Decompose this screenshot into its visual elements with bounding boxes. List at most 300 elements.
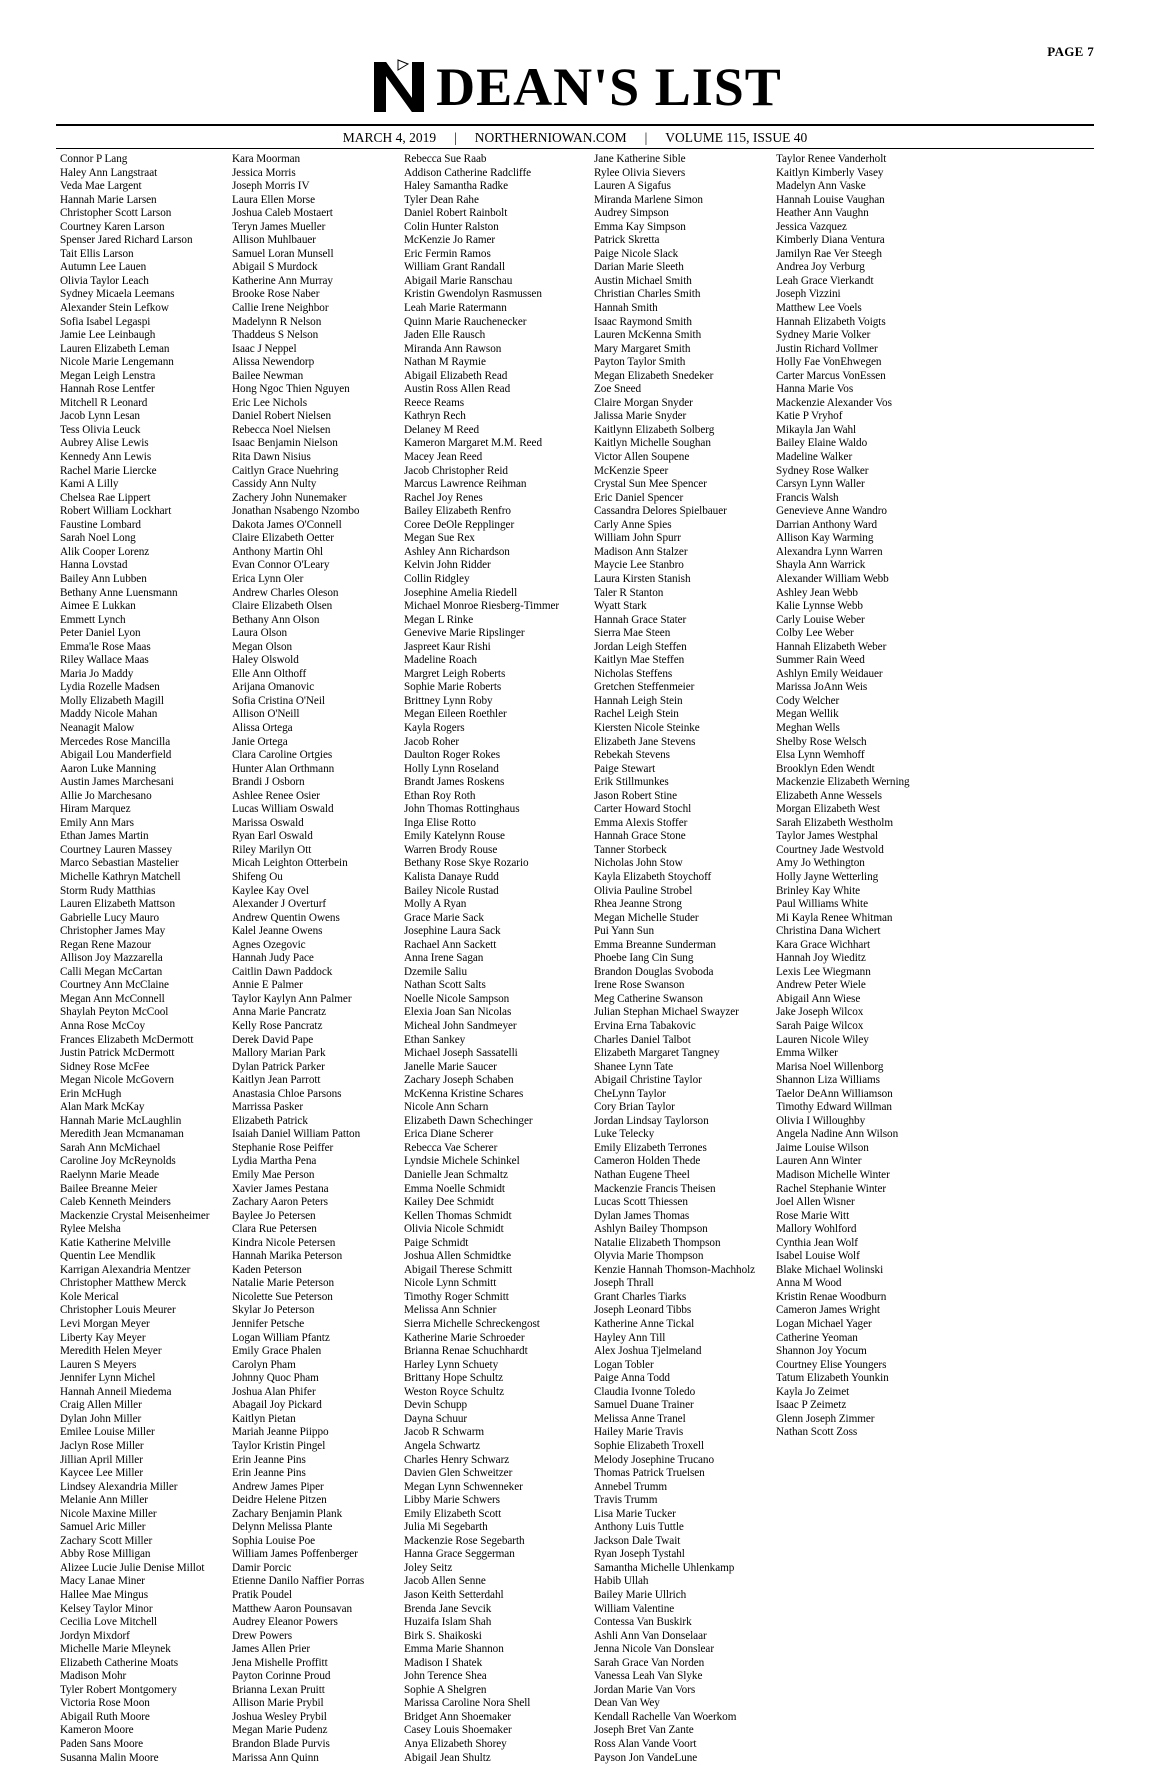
- student-name: Ashley Ann Richardson: [404, 545, 510, 558]
- student-name: Hannah Rose Lentfer: [60, 383, 155, 396]
- student-name: Melissa Anne Tranel: [594, 1412, 686, 1425]
- student-name: Thaddeus S Nelson: [232, 329, 319, 342]
- student-name: Samuel Loran Munsell: [232, 247, 334, 260]
- student-name: Quinn Marie Rauchenecker: [404, 315, 527, 328]
- issue-info-line: [56, 128, 1094, 147]
- student-name: Mackenzie Alexander Vos: [776, 396, 892, 409]
- student-name: Meredith Jean Mcmanaman: [60, 1128, 184, 1141]
- student-name: Annebel Trumm: [594, 1480, 668, 1493]
- student-name: Tyler Dean Rahe: [404, 193, 479, 206]
- student-name: Elsa Lynn Wemhoff: [776, 749, 865, 762]
- student-name: Cecilia Love Mitchell: [60, 1616, 158, 1629]
- student-name: Luke Telecky: [594, 1128, 655, 1141]
- student-name: Anthony Luis Tuttle: [594, 1521, 684, 1534]
- student-name: Genevieve Anne Wandro: [776, 505, 887, 518]
- student-name: Andrew Peter Wiele: [776, 979, 866, 992]
- student-name: Brittney Lynn Roby: [404, 694, 493, 707]
- student-name: Mackenzie Rose Segebarth: [404, 1534, 525, 1547]
- student-name: Sophia Louise Poe: [232, 1534, 316, 1547]
- student-name: Ross Alan Vande Voort: [594, 1737, 697, 1750]
- student-name: Libby Marie Schwers: [404, 1494, 500, 1507]
- student-name: Sarah Noel Long: [60, 532, 136, 545]
- student-name: Rachel Marie Liercke: [60, 464, 157, 477]
- student-name: Zachary Scott Miller: [60, 1534, 153, 1547]
- student-name: Shifeng Ou: [232, 870, 283, 883]
- student-name: Jordan Leigh Steffen: [594, 640, 687, 653]
- student-name: Shannon Joy Yocum: [776, 1345, 867, 1358]
- student-name: Cameron James Wright: [776, 1304, 880, 1317]
- student-name: Jenna Nicole Van Donslear: [594, 1643, 715, 1656]
- student-name: Arijana Omanovic: [232, 681, 315, 694]
- student-name: Lucas Scott Thiessen: [594, 1196, 688, 1209]
- student-name: Taylor Kristin Pingel: [232, 1439, 326, 1452]
- student-name: Kiersten Nicole Steinke: [594, 721, 700, 734]
- student-name: Autumn Lee Lauen: [60, 261, 147, 274]
- student-name: Madeline Walker: [776, 451, 853, 464]
- student-name: Isaac P Zeimetz: [776, 1399, 847, 1412]
- student-name: Maddy Nicole Mahan: [60, 708, 158, 721]
- student-name: Zachary Joseph Schaben: [404, 1074, 514, 1087]
- student-name: Payson Jon VandeLune: [594, 1751, 698, 1764]
- student-name: Quentin Lee Mendlik: [60, 1250, 156, 1263]
- student-name: Coree DeOle Repplinger: [404, 518, 515, 531]
- student-name: Bethany Rose Skye Rozario: [404, 857, 529, 870]
- student-name: Noelle Nicole Sampson: [404, 992, 510, 1005]
- student-name: Gretchen Steffenmeier: [594, 681, 695, 694]
- student-name: Jennifer Petsche: [232, 1318, 305, 1331]
- student-name: Claire Elizabeth Oetter: [232, 532, 334, 545]
- student-name: Michael Monroe Riesberg-Timmer: [404, 600, 560, 613]
- student-name: Abagail Joy Pickard: [232, 1399, 322, 1412]
- student-name: Pratik Poudel: [232, 1588, 292, 1601]
- student-name: Sydney Marie Volker: [776, 329, 871, 342]
- student-name: Tatum Elizabeth Younkin: [776, 1372, 889, 1385]
- student-name: Emily Grace Phalen: [232, 1345, 322, 1358]
- student-name: Jane Katherine Sible: [594, 153, 686, 165]
- student-name: Matthew Lee Voels: [776, 302, 862, 315]
- ni-logo-icon: [368, 58, 434, 116]
- student-name: Anastasia Chloe Parsons: [232, 1087, 342, 1100]
- student-name: Ryan Earl Oswald: [232, 830, 313, 843]
- student-name: Nathan M Raymie: [404, 356, 486, 369]
- student-name: Kaylee Kay Ovel: [232, 884, 309, 897]
- student-name: Johnny Quoc Pham: [232, 1372, 319, 1385]
- student-name: Lexis Lee Wiegmann: [776, 965, 871, 978]
- student-name: Genevive Marie Ripslinger: [404, 627, 525, 640]
- student-name: Brianna Lexan Pruitt: [232, 1683, 325, 1696]
- student-name: Anthony Martin Ohl: [232, 545, 324, 558]
- student-name: Emily Katelynn Rouse: [404, 830, 505, 843]
- student-name: Katie Katherine Melville: [60, 1236, 171, 1249]
- student-name: John Thomas Rottinghaus: [404, 803, 520, 816]
- student-name: Brandi J Osborn: [232, 776, 305, 789]
- student-name: Michelle Kathryn Matchell: [60, 870, 181, 883]
- student-name: Katherine Ann Murray: [232, 274, 333, 287]
- student-name: Hannah Grace Stone: [594, 830, 686, 843]
- student-name: Marcus Lawrence Reihman: [404, 478, 527, 491]
- student-name: Spenser Jared Richard Larson: [60, 234, 193, 247]
- student-name: Dayna Schuur: [404, 1412, 468, 1425]
- student-name: Emma Alexis Stoffer: [594, 816, 688, 829]
- student-name: Meghan Wells: [776, 721, 840, 734]
- student-name: Anya Elizabeth Shorey: [404, 1737, 507, 1750]
- student-name: Lauren A Sigafus: [594, 180, 671, 193]
- student-name: Emmett Lynch: [60, 613, 126, 626]
- student-name: Brenda Jane Sevcik: [404, 1602, 492, 1615]
- name-columns: [60, 153, 1094, 1765]
- student-name: Austin Ross Allen Read: [404, 383, 511, 396]
- student-name: Collin Ridgley: [404, 572, 470, 585]
- student-name: Sarah Grace Van Norden: [594, 1656, 705, 1669]
- student-name: Paul Williams White: [776, 898, 869, 911]
- student-name: Tait Ellis Larson: [60, 247, 134, 260]
- student-name: Kaden Peterson: [232, 1263, 302, 1276]
- student-name: Jaspreet Kaur Rishi: [404, 640, 491, 653]
- student-name: Anna Rose McCoy: [60, 1020, 146, 1032]
- student-name: Lucas William Oswald: [232, 803, 334, 816]
- student-name: Allie Jo Marchesano: [60, 789, 152, 802]
- student-name: Caroline Joy McReynolds: [60, 1155, 176, 1168]
- student-name: Megan L Rinke: [404, 613, 474, 626]
- student-name: Dean Van Wey: [594, 1697, 660, 1710]
- student-name: Taylor James Westphal: [776, 830, 879, 843]
- student-name: Ashley Jean Webb: [776, 586, 858, 599]
- student-name: Rebecca Vae Scherer: [404, 1141, 498, 1154]
- student-name: Kami A Lilly: [60, 478, 119, 491]
- student-name: Brooke Rose Naber: [232, 288, 320, 301]
- student-name: Veda Mae Largent: [60, 180, 142, 193]
- student-name: Andrew Charles Oleson: [232, 586, 339, 599]
- student-name: Mackenzie Francis Theisen: [594, 1182, 716, 1195]
- student-name: Megan Wellik: [776, 708, 839, 721]
- student-name: Ryan Joseph Tystahl: [594, 1548, 685, 1561]
- masthead: [0, 58, 1150, 121]
- student-name: Marissa JoAnn Weis: [776, 681, 868, 694]
- student-name: Carter Marcus VonEssen: [776, 369, 886, 382]
- student-name: Peter Daniel Lyon: [60, 627, 141, 640]
- student-name: Abigail Jean Shultz: [404, 1751, 491, 1764]
- student-name: Joseph Leonard Tibbs: [594, 1304, 692, 1317]
- student-name: Hannah Louise Vaughan: [776, 193, 885, 206]
- student-name: Carsyn Lynn Waller: [776, 478, 865, 491]
- student-name: Christina Dana Wichert: [776, 925, 881, 938]
- student-name: Kelly Rose Pancratz: [232, 1020, 323, 1032]
- student-name: Olivia I Willoughby: [776, 1114, 866, 1127]
- student-name: Nathan Eugene Theel: [594, 1169, 690, 1182]
- student-name: Melody Josephine Trucano: [594, 1453, 714, 1466]
- student-name: Meredith Helen Meyer: [60, 1345, 162, 1358]
- student-name: Jordan Marie Van Vors: [594, 1683, 696, 1696]
- student-name: Phoebe Iang Cin Sung: [594, 952, 694, 965]
- student-name: Alan Mark McKay: [60, 1101, 145, 1114]
- student-name: Jackson Dale Twait: [594, 1534, 681, 1547]
- student-name: Annie E Palmer: [232, 979, 303, 992]
- student-name: Christian Charles Smith: [594, 288, 701, 301]
- student-name: McKenzie Speer: [594, 464, 669, 477]
- student-name: Morgan Elizabeth West: [776, 803, 880, 816]
- student-name: Eric Lee Nichols: [232, 396, 307, 409]
- student-name: Hannah Elizabeth Voigts: [776, 315, 886, 328]
- student-name: Taylor Kaylyn Ann Palmer: [232, 992, 352, 1005]
- student-name: Glenn Joseph Zimmer: [776, 1412, 875, 1425]
- student-name: Emma Noelle Schmidt: [404, 1182, 505, 1195]
- student-name: Marissa Ann Quinn: [232, 1751, 319, 1764]
- student-name: Eric Fermin Ramos: [404, 247, 491, 260]
- student-name: Jacob Allen Senne: [404, 1575, 486, 1588]
- student-name: Jason Keith Setterdahl: [404, 1588, 504, 1601]
- student-name: Audrey Eleanor Powers: [232, 1616, 338, 1629]
- student-name: William Valentine: [594, 1602, 675, 1615]
- student-name: Michael Joseph Sassatelli: [404, 1047, 518, 1060]
- student-name: Levi Morgan Meyer: [60, 1318, 150, 1331]
- student-name: Megan Sue Rex: [404, 532, 475, 545]
- student-name: Bailey Nicole Rustad: [404, 884, 499, 897]
- student-name: Leah Grace Vierkandt: [776, 274, 874, 287]
- student-name: Ethan Sankey: [404, 1033, 466, 1046]
- student-name: Marco Sebastian Mastelier: [60, 857, 179, 870]
- masthead-rule-bottom: [56, 148, 1094, 149]
- student-name: Nathan Scott Salts: [404, 979, 486, 992]
- student-name: Claudia Ivonne Toledo: [594, 1385, 696, 1398]
- student-name: Timothy Edward Willman: [776, 1101, 892, 1114]
- student-name: Allison Joy Mazzarella: [60, 952, 163, 965]
- student-name: Charles Daniel Talbot: [594, 1033, 691, 1046]
- student-name: Jessica Morris: [232, 166, 296, 179]
- student-name: Molly Elizabeth Magill: [60, 694, 164, 707]
- student-name: Kaitlyn Jean Parrott: [232, 1074, 321, 1087]
- student-name: Teryn James Mueller: [232, 220, 326, 233]
- student-name: Alik Cooper Lorenz: [60, 545, 150, 558]
- student-name: Dzemile Saliu: [404, 965, 468, 978]
- student-name: Emma Breanne Sunderman: [594, 938, 716, 951]
- student-name: Hannah Anneil Miedema: [60, 1385, 172, 1398]
- student-name: Isaac Raymond Smith: [594, 315, 692, 328]
- student-name: Weston Royce Schultz: [404, 1385, 505, 1398]
- student-name: Lisa Marie Tucker: [594, 1507, 676, 1520]
- student-name: Sierra Mae Steen: [594, 627, 671, 640]
- student-name: Micheal John Sandmeyer: [404, 1020, 517, 1032]
- student-name: Emilee Louise Miller: [60, 1426, 155, 1439]
- student-name: Taler R Stanton: [594, 586, 664, 599]
- student-name: Payton Taylor Smith: [594, 356, 686, 369]
- student-name: Madeline Roach: [404, 654, 477, 667]
- student-name: Alexander J Overturf: [232, 898, 327, 911]
- student-name: Janie Ortega: [232, 735, 288, 748]
- info-divider-2: |: [644, 129, 648, 145]
- student-name: Mary Margaret Smith: [594, 342, 691, 355]
- student-name: Tyler Robert Montgomery: [60, 1683, 177, 1696]
- student-name: Courtney Lauren Massey: [60, 843, 172, 856]
- student-name: Damir Porcic: [232, 1561, 292, 1574]
- student-name: Lauren Ann Winter: [776, 1155, 862, 1168]
- student-name: Joshua Allen Schmidtke: [404, 1250, 512, 1263]
- student-name: Kalie Lynnse Webb: [776, 600, 863, 613]
- page-number: PAGE 7: [1047, 44, 1094, 59]
- student-name: Ashlee Renee Osier: [232, 789, 320, 802]
- student-name: Charles Henry Schwarz: [404, 1453, 510, 1466]
- student-name: Jalissa Marie Snyder: [594, 410, 687, 423]
- student-name: Zoe Sneed: [594, 383, 642, 396]
- column-1: [60, 153, 232, 1765]
- student-name: Alissa Ortega: [232, 721, 293, 734]
- student-name: Abigail Ann Wiese: [776, 992, 861, 1005]
- student-name: Elizabeth Margaret Tangney: [594, 1047, 720, 1060]
- student-name: Carolyn Pham: [232, 1358, 296, 1371]
- student-name: Megan Nicole McGovern: [60, 1074, 174, 1087]
- student-name: Jordan Lindsay Taylorson: [594, 1114, 709, 1127]
- student-name: Miranda Ann Rawson: [404, 342, 502, 355]
- student-name: Bailey Marie Ullrich: [594, 1588, 687, 1601]
- student-name: Kayla Jo Zeimet: [776, 1385, 850, 1398]
- student-name: Ashli Ann Van Donselaar: [594, 1629, 707, 1642]
- issue-date: MARCH 4, 2019: [342, 129, 437, 145]
- column-3: [404, 153, 594, 1765]
- student-name: Samuel Aric Miller: [60, 1521, 146, 1534]
- student-name: Mercedes Rose Mancilla: [60, 735, 171, 748]
- student-name: Emily Elizabeth Terrones: [594, 1141, 707, 1154]
- student-name: Madelyn Ann Vaske: [776, 180, 866, 193]
- student-name: Callie Irene Neighbor: [232, 302, 329, 315]
- student-name: Lauren Elizabeth Mattson: [60, 898, 175, 911]
- student-name: Christopher Matthew Merck: [60, 1277, 187, 1290]
- student-name: Drew Powers: [232, 1629, 293, 1642]
- student-name: Kennedy Ann Lewis: [60, 451, 152, 464]
- student-name: Catherine Yeoman: [776, 1331, 858, 1344]
- student-name: Sydney Rose Walker: [776, 464, 869, 477]
- student-name: Neanagit Malow: [60, 721, 135, 734]
- student-name: Erin McHugh: [60, 1087, 122, 1100]
- student-name: Matthew Aaron Pounsavan: [232, 1602, 353, 1615]
- student-name: Abigail Lou Manderfield: [60, 749, 172, 762]
- student-name: Joseph Bret Van Zante: [594, 1724, 694, 1737]
- student-name: Isaiah Daniel William Patton: [232, 1128, 361, 1141]
- student-name: Nicholas John Stow: [594, 857, 683, 870]
- student-name: Madison Ann Stalzer: [594, 545, 688, 558]
- student-name: Storm Rudy Matthias: [60, 884, 156, 897]
- student-name: Davien Glen Schweitzer: [404, 1467, 513, 1480]
- student-name: Vanessa Leah Van Slyke: [594, 1670, 703, 1683]
- student-name: Abigail Marie Ranschau: [404, 274, 513, 287]
- student-name: Cody Welcher: [776, 694, 840, 707]
- student-name: Blake Michael Wolinski: [776, 1263, 884, 1276]
- student-name: Hunter Alan Orthmann: [232, 762, 335, 775]
- student-name: Alexander William Webb: [776, 572, 889, 585]
- student-name: Hannah Smith: [594, 302, 658, 315]
- student-name: Kaitlyn Pietan: [232, 1412, 296, 1425]
- student-name: Rebekah Stevens: [594, 749, 670, 762]
- student-name: Anna Irene Sagan: [404, 952, 484, 965]
- student-name: Shayla Ann Warrick: [776, 559, 866, 572]
- student-name: Kailey Dee Schmidt: [404, 1196, 494, 1209]
- student-name: Logan Michael Yager: [776, 1318, 872, 1331]
- student-name: Megan Eileen Roethler: [404, 708, 507, 721]
- student-name: Zachery John Nunemaker: [232, 491, 347, 504]
- student-name: Macey Jean Reed: [404, 451, 483, 464]
- student-name: Joshua Alan Phifer: [232, 1385, 316, 1398]
- student-name: Ervina Erna Tabakovic: [594, 1020, 696, 1032]
- student-name: Paige Anna Todd: [594, 1372, 670, 1385]
- student-name: Derek David Pape: [232, 1033, 314, 1046]
- student-name: William James Poffenberger: [232, 1548, 358, 1561]
- student-name: Katherine Marie Schroeder: [404, 1331, 525, 1344]
- student-name: Kole Merical: [60, 1290, 119, 1303]
- student-name: Kayla Elizabeth Stoychoff: [594, 870, 712, 883]
- student-name: Bailee Breanne Meier: [60, 1182, 158, 1195]
- student-name: Warren Brody Rouse: [404, 843, 498, 856]
- student-name: Deidre Helene Pitzen: [232, 1494, 327, 1507]
- student-name: Rebecca Sue Raab: [404, 153, 487, 165]
- student-name: William John Spurr: [594, 532, 681, 545]
- student-name: Brianna Renae Schuchhardt: [404, 1345, 528, 1358]
- student-name: Sophie Marie Roberts: [404, 681, 502, 694]
- student-name: Jillian April Miller: [60, 1453, 143, 1466]
- student-name: Mitchell R Leonard: [60, 396, 148, 409]
- student-name: Maria Jo Maddy: [60, 667, 134, 680]
- student-name: Clara Caroline Ortgies: [232, 749, 333, 762]
- student-name: Alizee Lucie Julie Denise Millot: [60, 1561, 205, 1574]
- student-name: Daniel Robert Rainbolt: [404, 207, 508, 220]
- student-name: Bailey Elaine Waldo: [776, 437, 868, 450]
- student-name: Harley Lynn Schuety: [404, 1358, 499, 1371]
- student-name: Emma Kay Simpson: [594, 220, 686, 233]
- student-name: Mi Kayla Renee Whitman: [776, 911, 893, 924]
- student-name: Shaylah Peyton McCool: [60, 1006, 169, 1019]
- student-name: Hannah Judy Pace: [232, 952, 314, 965]
- student-name: Brittany Hope Schultz: [404, 1372, 503, 1385]
- student-name: Mallory Wohlford: [776, 1223, 857, 1236]
- student-name: Eric Daniel Spencer: [594, 491, 684, 504]
- student-name: Brooklyn Eden Wendt: [776, 762, 875, 775]
- student-name: Miranda Marlene Simon: [594, 193, 703, 206]
- student-name: Michelle Marie Mleynek: [60, 1643, 171, 1656]
- student-name: Hallee Mae Mingus: [60, 1588, 149, 1601]
- student-name: Cameron Holden Thede: [594, 1155, 701, 1168]
- student-name: Kindra Nicole Petersen: [232, 1236, 336, 1249]
- student-name: Erica Diane Scherer: [404, 1128, 494, 1141]
- student-name: Elle Ann Olthoff: [232, 667, 307, 680]
- student-name: Sofia Cristina O'Neil: [232, 694, 325, 707]
- student-name: Claire Elizabeth Olsen: [232, 600, 333, 613]
- student-name: Dylan Patrick Parker: [232, 1060, 325, 1073]
- student-name: Faustine Lombard: [60, 518, 141, 531]
- student-name: Jamilyn Rae Ver Steegh: [776, 247, 882, 260]
- student-name: Calli Megan McCartan: [60, 965, 163, 978]
- student-name: Nicole Marie Lengemann: [60, 356, 174, 369]
- student-name: Allison Marie Prybil: [232, 1697, 324, 1710]
- student-name: Kaitlyn Mae Steffen: [594, 654, 685, 667]
- student-name: Laura Olson: [232, 627, 288, 640]
- student-name: Ethan Roy Roth: [404, 789, 476, 802]
- student-name: Kara Moorman: [232, 153, 301, 165]
- student-name: Kaycee Lee Miller: [60, 1467, 144, 1480]
- student-name: Isaac J Neppel: [232, 342, 297, 355]
- student-name: Jacob R Schwarm: [404, 1426, 485, 1439]
- student-name: Hailey Marie Travis: [594, 1426, 684, 1439]
- student-name: Lauren Nicole Wiley: [776, 1033, 869, 1046]
- student-name: Rhea Jeanne Strong: [594, 898, 682, 911]
- student-name: Jonathan Nsabengo Nzombo: [232, 505, 360, 518]
- student-name: Abigail Ruth Moore: [60, 1710, 150, 1723]
- student-name: Connor P Lang: [60, 153, 128, 165]
- student-name: Skylar Jo Peterson: [232, 1304, 315, 1317]
- student-name: Hanna Grace Seggerman: [404, 1548, 515, 1561]
- website-url: NORTHERNIOWAN.COM: [474, 129, 627, 145]
- student-name: Holly Lynn Roseland: [404, 762, 499, 775]
- student-name: Hannah Marie McLaughlin: [60, 1114, 182, 1127]
- student-name: Stephanie Rose Peiffer: [232, 1141, 334, 1154]
- student-name: Megan Lynn Schwenneker: [404, 1480, 523, 1493]
- student-name: Travis Trumm: [594, 1494, 658, 1507]
